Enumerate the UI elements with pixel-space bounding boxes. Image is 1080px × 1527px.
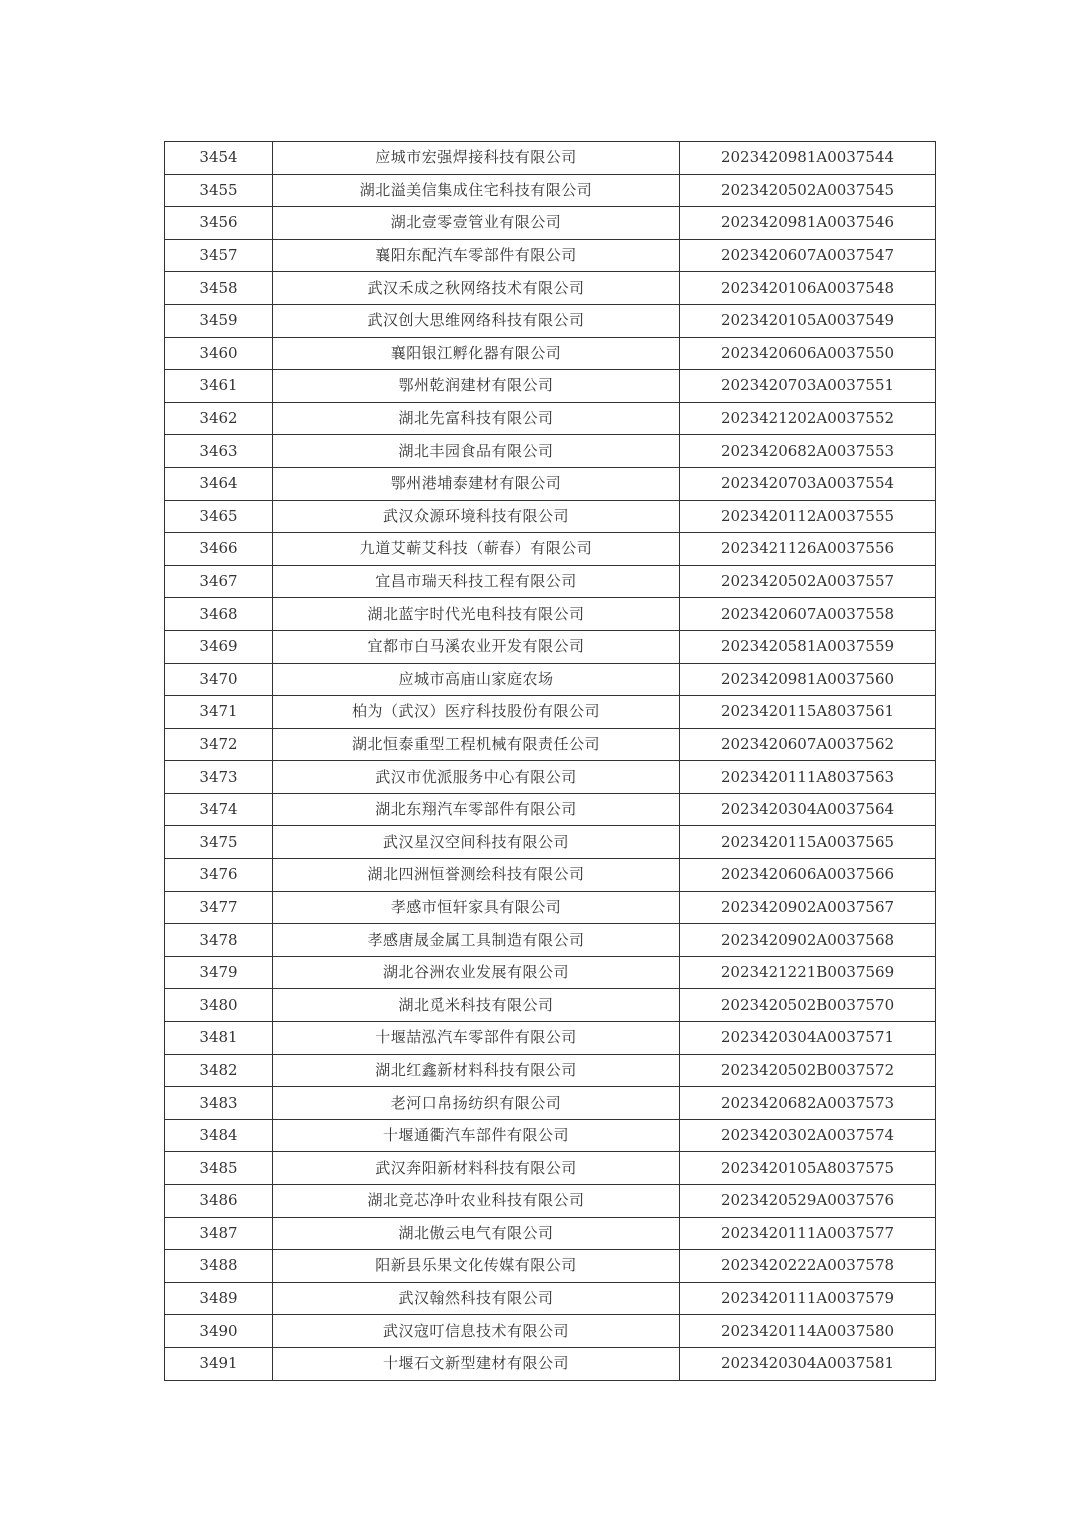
table-row xyxy=(165,630,936,663)
company-name-cell: 鄂州港埔泰建材有限公司 xyxy=(273,467,680,500)
serial-number-cell: 3456 xyxy=(165,207,273,240)
table-row xyxy=(165,1022,936,1055)
company-name-cell: 湖北红鑫新材料科技有限公司 xyxy=(273,1054,680,1087)
registration-code-cell: 2023420304A0037564 xyxy=(680,793,936,826)
company-name-cell: 武汉翰然科技有限公司 xyxy=(273,1282,680,1315)
company-name-cell: 湖北觅米科技有限公司 xyxy=(273,989,680,1022)
serial-number-cell: 3477 xyxy=(165,891,273,924)
serial-number-cell: 3490 xyxy=(165,1315,273,1348)
company-name-cell: 宜昌市瑞天科技工程有限公司 xyxy=(273,565,680,598)
company-name-cell: 湖北四洲恒誉测绘科技有限公司 xyxy=(273,859,680,892)
company-name-cell: 湖北溢美信集成住宅科技有限公司 xyxy=(273,174,680,207)
registration-code-cell: 2023420304A0037581 xyxy=(680,1347,936,1380)
company-name-cell: 襄阳银江孵化器有限公司 xyxy=(273,337,680,370)
registration-code-cell: 2023420606A0037566 xyxy=(680,859,936,892)
serial-number-cell: 3486 xyxy=(165,1185,273,1218)
table-row xyxy=(165,174,936,207)
registration-code-cell: 2023420105A8037575 xyxy=(680,1152,936,1185)
company-name-cell: 湖北谷洲农业发展有限公司 xyxy=(273,956,680,989)
serial-number-cell: 3463 xyxy=(165,435,273,468)
registration-code-cell: 2023421221B0037569 xyxy=(680,956,936,989)
company-name-cell: 柏为（武汉）医疗科技股份有限公司 xyxy=(273,696,680,729)
registration-code-cell: 2023420502A0037557 xyxy=(680,565,936,598)
table-row xyxy=(165,1250,936,1283)
registration-code-cell: 2023420115A0037565 xyxy=(680,826,936,859)
registration-code-cell: 2023420682A0037553 xyxy=(680,435,936,468)
company-name-cell: 湖北傲云电气有限公司 xyxy=(273,1217,680,1250)
table-row xyxy=(165,500,936,533)
table-row xyxy=(165,956,936,989)
company-name-cell: 孝感市恒轩家具有限公司 xyxy=(273,891,680,924)
serial-number-cell: 3480 xyxy=(165,989,273,1022)
table-row xyxy=(165,402,936,435)
company-name-cell: 武汉寇叮信息技术有限公司 xyxy=(273,1315,680,1348)
company-name-cell: 应城市宏强焊接科技有限公司 xyxy=(273,142,680,175)
company-name-cell: 湖北东翔汽车零部件有限公司 xyxy=(273,793,680,826)
serial-number-cell: 3470 xyxy=(165,663,273,696)
registration-code-cell: 2023420981A0037546 xyxy=(680,207,936,240)
serial-number-cell: 3485 xyxy=(165,1152,273,1185)
table-row xyxy=(165,761,936,794)
registration-code-cell: 2023420581A0037559 xyxy=(680,630,936,663)
table-row xyxy=(165,989,936,1022)
company-name-cell: 襄阳东配汽车零部件有限公司 xyxy=(273,239,680,272)
company-name-cell: 十堰通衢汽车部件有限公司 xyxy=(273,1119,680,1152)
serial-number-cell: 3489 xyxy=(165,1282,273,1315)
serial-number-cell: 3471 xyxy=(165,696,273,729)
registration-code-cell: 2023420111A8037563 xyxy=(680,761,936,794)
table-row xyxy=(165,304,936,337)
company-name-cell: 阳新县乐果文化传媒有限公司 xyxy=(273,1250,680,1283)
registration-code-cell: 2023420112A0037555 xyxy=(680,500,936,533)
registration-code-cell: 2023420703A0037554 xyxy=(680,467,936,500)
serial-number-cell: 3487 xyxy=(165,1217,273,1250)
company-name-cell: 湖北丰园食品有限公司 xyxy=(273,435,680,468)
serial-number-cell: 3476 xyxy=(165,859,273,892)
table-row xyxy=(165,826,936,859)
serial-number-cell: 3473 xyxy=(165,761,273,794)
serial-number-cell: 3457 xyxy=(165,239,273,272)
registration-code-cell: 2023420607A0037562 xyxy=(680,728,936,761)
table-row xyxy=(165,859,936,892)
table-row xyxy=(165,337,936,370)
serial-number-cell: 3472 xyxy=(165,728,273,761)
company-name-cell: 武汉禾成之秋网络技术有限公司 xyxy=(273,272,680,305)
serial-number-cell: 3479 xyxy=(165,956,273,989)
table-row xyxy=(165,1315,936,1348)
company-name-cell: 湖北恒泰重型工程机械有限责任公司 xyxy=(273,728,680,761)
company-name-cell: 孝感唐晟金属工具制造有限公司 xyxy=(273,924,680,957)
serial-number-cell: 3461 xyxy=(165,370,273,403)
registration-code-cell: 2023420111A0037577 xyxy=(680,1217,936,1250)
table-row xyxy=(165,239,936,272)
serial-number-cell: 3478 xyxy=(165,924,273,957)
company-list-table xyxy=(164,141,936,1381)
registration-code-cell: 2023420981A0037544 xyxy=(680,142,936,175)
company-name-cell: 湖北先富科技有限公司 xyxy=(273,402,680,435)
serial-number-cell: 3458 xyxy=(165,272,273,305)
serial-number-cell: 3459 xyxy=(165,304,273,337)
serial-number-cell: 3455 xyxy=(165,174,273,207)
serial-number-cell: 3466 xyxy=(165,533,273,566)
registration-code-cell: 2023421202A0037552 xyxy=(680,402,936,435)
serial-number-cell: 3482 xyxy=(165,1054,273,1087)
serial-number-cell: 3488 xyxy=(165,1250,273,1283)
company-name-cell: 九道艾蕲艾科技（蕲春）有限公司 xyxy=(273,533,680,566)
table-row xyxy=(165,370,936,403)
company-name-cell: 武汉奔阳新材料科技有限公司 xyxy=(273,1152,680,1185)
company-name-cell: 应城市高庙山家庭农场 xyxy=(273,663,680,696)
table-row xyxy=(165,1347,936,1380)
serial-number-cell: 3467 xyxy=(165,565,273,598)
registration-code-cell: 2023420607A0037547 xyxy=(680,239,936,272)
registration-code-cell: 2023420106A0037548 xyxy=(680,272,936,305)
company-name-cell: 老河口帛扬纺织有限公司 xyxy=(273,1087,680,1120)
company-name-cell: 鄂州乾润建材有限公司 xyxy=(273,370,680,403)
serial-number-cell: 3454 xyxy=(165,142,273,175)
company-name-cell: 十堰喆泓汽车零部件有限公司 xyxy=(273,1022,680,1055)
serial-number-cell: 3469 xyxy=(165,630,273,663)
table-row xyxy=(165,1087,936,1120)
serial-number-cell: 3483 xyxy=(165,1087,273,1120)
serial-number-cell: 3462 xyxy=(165,402,273,435)
registration-code-cell: 2023420222A0037578 xyxy=(680,1250,936,1283)
company-name-cell: 湖北蓝宇时代光电科技有限公司 xyxy=(273,598,680,631)
table-row xyxy=(165,1152,936,1185)
registration-code-cell: 2023421126A0037556 xyxy=(680,533,936,566)
company-name-cell: 武汉创大思维网络科技有限公司 xyxy=(273,304,680,337)
registration-code-cell: 2023420114A0037580 xyxy=(680,1315,936,1348)
table-row xyxy=(165,565,936,598)
registration-code-cell: 2023420502B0037570 xyxy=(680,989,936,1022)
registration-code-cell: 2023420607A0037558 xyxy=(680,598,936,631)
table-row xyxy=(165,891,936,924)
table-body xyxy=(165,142,936,1381)
table-row xyxy=(165,1185,936,1218)
table-row xyxy=(165,1217,936,1250)
table-row xyxy=(165,533,936,566)
registration-code-cell: 2023420902A0037568 xyxy=(680,924,936,957)
serial-number-cell: 3460 xyxy=(165,337,273,370)
registration-code-cell: 2023420529A0037576 xyxy=(680,1185,936,1218)
registration-code-cell: 2023420703A0037551 xyxy=(680,370,936,403)
serial-number-cell: 3491 xyxy=(165,1347,273,1380)
company-name-cell: 武汉市优派服务中心有限公司 xyxy=(273,761,680,794)
table-row xyxy=(165,663,936,696)
registration-code-cell: 2023420304A0037571 xyxy=(680,1022,936,1055)
registration-code-cell: 2023420682A0037573 xyxy=(680,1087,936,1120)
company-name-cell: 武汉星汉空间科技有限公司 xyxy=(273,826,680,859)
company-name-cell: 十堰石文新型建材有限公司 xyxy=(273,1347,680,1380)
table-row xyxy=(165,1054,936,1087)
registration-code-cell: 2023420115A8037561 xyxy=(680,696,936,729)
registration-code-cell: 2023420606A0037550 xyxy=(680,337,936,370)
table-row xyxy=(165,435,936,468)
registration-code-cell: 2023420502A0037545 xyxy=(680,174,936,207)
table-row xyxy=(165,793,936,826)
company-name-cell: 宜都市白马溪农业开发有限公司 xyxy=(273,630,680,663)
serial-number-cell: 3474 xyxy=(165,793,273,826)
registration-code-cell: 2023420302A0037574 xyxy=(680,1119,936,1152)
serial-number-cell: 3465 xyxy=(165,500,273,533)
company-name-cell: 湖北壹零壹管业有限公司 xyxy=(273,207,680,240)
registration-code-cell: 2023420902A0037567 xyxy=(680,891,936,924)
serial-number-cell: 3484 xyxy=(165,1119,273,1152)
table-row xyxy=(165,467,936,500)
serial-number-cell: 3475 xyxy=(165,826,273,859)
table-row xyxy=(165,1282,936,1315)
table-row xyxy=(165,598,936,631)
company-name-cell: 武汉众源环境科技有限公司 xyxy=(273,500,680,533)
serial-number-cell: 3464 xyxy=(165,467,273,500)
serial-number-cell: 3468 xyxy=(165,598,273,631)
registration-code-cell: 2023420981A0037560 xyxy=(680,663,936,696)
table-row xyxy=(165,728,936,761)
serial-number-cell: 3481 xyxy=(165,1022,273,1055)
registration-code-cell: 2023420105A0037549 xyxy=(680,304,936,337)
table-row xyxy=(165,924,936,957)
table-row xyxy=(165,272,936,305)
company-name-cell: 湖北竞芯净叶农业科技有限公司 xyxy=(273,1185,680,1218)
registration-code-cell: 2023420111A0037579 xyxy=(680,1282,936,1315)
registration-code-cell: 2023420502B0037572 xyxy=(680,1054,936,1087)
table-row xyxy=(165,207,936,240)
table-row xyxy=(165,1119,936,1152)
table-row xyxy=(165,696,936,729)
table-row xyxy=(165,142,936,175)
